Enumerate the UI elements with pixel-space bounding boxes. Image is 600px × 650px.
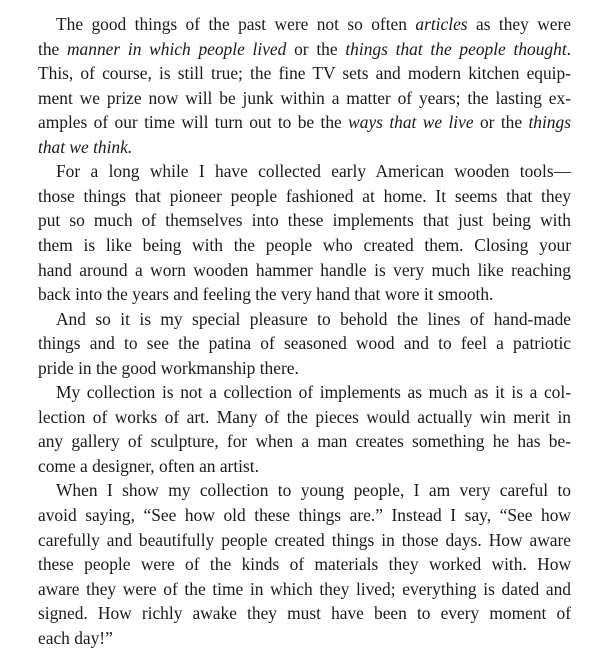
text-line: [38, 454, 571, 478]
text-line: [38, 331, 571, 355]
text-run: hand around a worn wooden hammer handle is very much like reaching: [38, 259, 571, 280]
text-line: [38, 528, 571, 552]
text-run: avoid saying, “See how old these things are.” Instead I say, “See how: [38, 505, 571, 525]
text-run: This, of course, is still true; the fine TV sets and modern kitchen equip-: [38, 63, 571, 84]
text-line: [38, 356, 571, 380]
text-run: lection of works of art. Many of the pieces would actually win merit in: [38, 406, 571, 427]
text-run: ment we prize now will be junk within a matter of years; the lasting ex-: [38, 87, 571, 108]
text-line: [56, 12, 571, 36]
text-line: [38, 577, 571, 601]
italic-text: that we think.: [38, 136, 133, 157]
text-run: each day!”: [38, 627, 113, 648]
text-run: as they were: [467, 14, 572, 34]
italic-text: things: [528, 112, 571, 133]
text-line: [38, 135, 571, 159]
text-run: When I show my collection to young people, I am very careful to: [56, 480, 571, 501]
text-run: back into the years and feeling the very hand that wore it smooth.: [38, 284, 494, 305]
text-run: any gallery of sculpture, for when a man creates something he has be-: [38, 431, 571, 452]
text-line: [38, 503, 571, 527]
text-run: .: [566, 38, 572, 59]
text-run: signed. How richly awake they must have been to every moment of: [38, 603, 571, 624]
text-line: [38, 208, 571, 232]
text-run: these people were of the kinds of materials they worked with. How: [38, 554, 571, 575]
text-line: [56, 380, 571, 404]
text-run: put so much of themselves into these implements that just being with: [38, 210, 571, 231]
text-line: [38, 61, 571, 85]
text-line: [56, 478, 571, 502]
text-run: come a designer, often an artist.: [38, 455, 259, 476]
text-run: or the: [286, 38, 346, 59]
text-line: [38, 233, 571, 257]
italic-text: ways that we live: [348, 112, 474, 133]
text-run: those things that pioneer people fashioned at home. It seems that they: [38, 185, 571, 206]
text-run: pride in the good workmanship there.: [38, 357, 299, 378]
text-line: [38, 110, 571, 134]
text-line: [38, 258, 571, 282]
text-line: [38, 626, 571, 650]
text-line: [38, 184, 571, 208]
italic-text: things that the people thought: [345, 38, 567, 59]
text-run: them is like being with the people who created them. Closing your: [38, 234, 571, 255]
italic-text: manner in which people lived: [67, 38, 287, 59]
text-line: [38, 282, 571, 306]
text-line: [38, 601, 571, 625]
text-run: or the: [473, 112, 529, 133]
text-line: [38, 405, 571, 429]
text-line: [38, 429, 571, 453]
text-run: aware they were of the time in which they lived; everything is dated and: [38, 578, 571, 599]
text-line: [56, 159, 571, 183]
text-line: [38, 37, 571, 61]
text-run: amples of our time will turn out to be the: [38, 112, 349, 133]
text-run: The good things of the past were not so often: [56, 14, 416, 34]
text-run: carefully and beautifully people created things in those days. How aware: [38, 529, 571, 550]
text-run: the: [38, 38, 67, 59]
italic-text: articles: [415, 14, 468, 34]
text-run: My collection is not a collection of implements as much as it is a col-: [56, 382, 571, 403]
text-run: For a long while I have collected early American wooden tools—: [56, 161, 571, 182]
text-line: [38, 86, 571, 110]
text-line: [38, 552, 571, 576]
text-run: things and to see the patina of seasoned wood and to feel a patriotic: [38, 333, 571, 354]
text-line: [56, 307, 571, 331]
text-run: And so it is my special pleasure to behold the lines of hand-made: [56, 308, 571, 329]
